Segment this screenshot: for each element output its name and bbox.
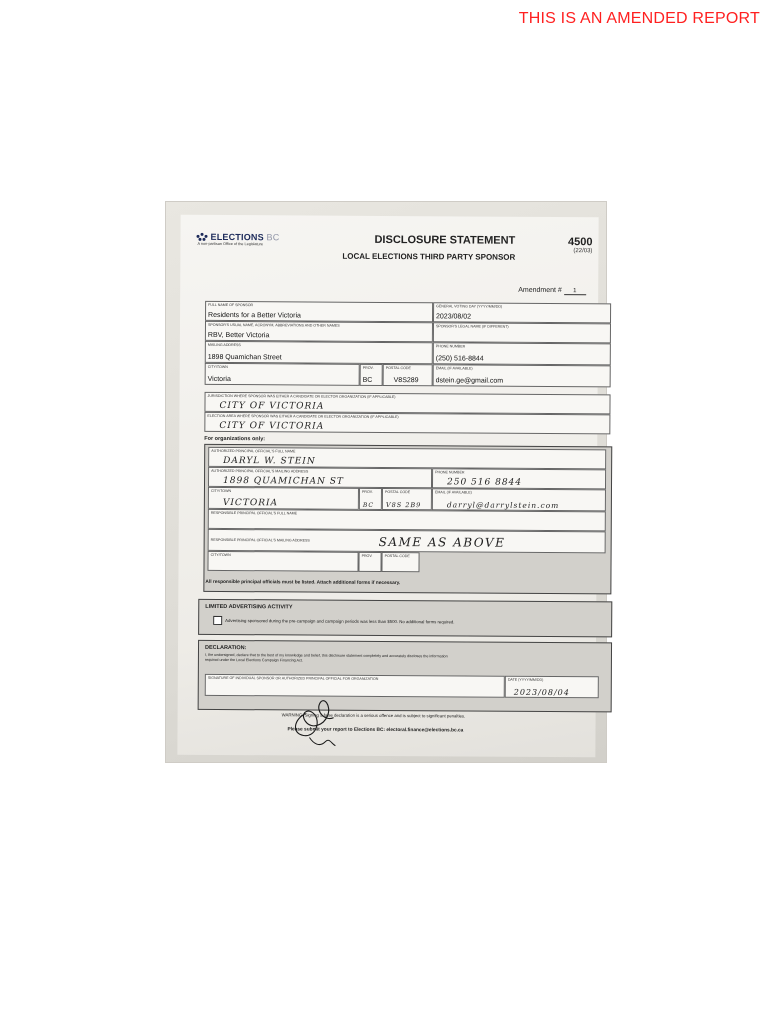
field-label: RESPONSIBLE PRINCIPAL OFFICIAL'S FULL NAME <box>210 510 298 516</box>
form-revision: (22/03) <box>573 248 593 255</box>
responsible-name-field[interactable] <box>208 509 606 531</box>
field-label: POSTAL CODE <box>384 553 410 559</box>
declaration-text-2: required under the Local Elections Campaign Financing Act. <box>204 657 303 663</box>
official-mailing-address: 1898 QUAMICHAN ST <box>222 475 344 487</box>
field-label: AUTHORIZED PRINCIPAL OFFICIAL'S MAILING ADDRESS <box>211 468 309 474</box>
responsible-province-field[interactable] <box>358 552 381 572</box>
amendment-number <box>518 287 586 295</box>
field-label: JURISDICTION WHERE SPONSOR WAS EITHER A CANDIDATE OR ELECTOR ORGANIZATION (IF APPLICABLE) <box>207 393 396 400</box>
submission-note: Please submit your report to Elections BC: electoral.finance@elections.bc.ca <box>287 727 464 734</box>
official-name: DARYL W. STEIN <box>223 455 316 467</box>
declaration-date: 2023/08/04 <box>513 687 570 698</box>
field-label: SIGNATURE OF INDIVIDUAL SPONSOR OR AUTHORIZED PRINCIPAL OFFICIAL FOR ORGANIZATION <box>207 675 379 681</box>
field-label: RESPONSIBLE PRINCIPAL OFFICIAL'S MAILING ADDRESS <box>210 537 310 543</box>
logo-text: ELECTIONS BC <box>210 231 280 243</box>
field-label: FULL NAME OF SPONSOR <box>208 302 254 308</box>
declaration-section <box>198 640 612 713</box>
phone-number: (250) 516-8844 <box>435 355 484 363</box>
limited-advertising-text: Advertising sponsored during the pre-campaign and campaign periods was less than $500. No additional forms required. <box>225 618 455 625</box>
field-label: ELECTION AREA WHERE SPONSOR WAS EITHER A CANDIDATE OR ELECTOR ORGANIZATION (IF APPLICABLE) <box>207 413 399 420</box>
warning-text: WARNING: Signing a false declaration is a serious offence and is subject to significant penalties. <box>281 712 466 719</box>
usual-name-field[interactable] <box>205 321 433 342</box>
phone-field[interactable] <box>433 342 611 365</box>
form-number: 4500 <box>567 236 593 249</box>
amendment-value[interactable]: 1 <box>564 288 586 295</box>
declaration-heading: DECLARATION: <box>204 644 247 652</box>
mailing-address: 1898 Quamichan Street <box>207 353 282 362</box>
organizations-heading: For organizations only: <box>204 435 266 443</box>
field-label: PHONE NUMBER <box>435 344 466 349</box>
field-label: EMAIL (IF AVAILABLE) <box>435 366 473 371</box>
form-title: DISCLOSURE STATEMENT <box>374 233 516 247</box>
official-name-field[interactable] <box>208 447 606 469</box>
form-title-block <box>340 234 550 262</box>
form-number-block <box>568 236 593 254</box>
amendment-label: Amendment # <box>518 286 562 295</box>
handwritten-signature <box>283 677 363 749</box>
jurisdiction-value: CITY OF VICTORIA <box>219 400 325 412</box>
email: dstein.ge@gmail.com <box>435 377 504 385</box>
field-label: CITY/TOWN <box>210 552 231 558</box>
field-label: POSTAL CODE <box>384 489 411 495</box>
field-label: PROV. <box>361 553 373 558</box>
logo-tagline: A non-partisan Office of the Legislature <box>197 241 264 247</box>
same-as-above-note: SAME AS ABOVE <box>378 534 506 550</box>
amended-report-banner: THIS IS AN AMENDED REPORT <box>518 10 760 27</box>
official-mailing-field[interactable] <box>208 467 432 488</box>
election-area-value: CITY OF VICTORIA <box>219 420 325 432</box>
election-area-field[interactable] <box>204 412 610 434</box>
postal-code-field[interactable] <box>383 364 433 386</box>
limited-advertising-heading: LIMITED ADVERTISING ACTIVITY <box>205 603 293 611</box>
jurisdiction-field[interactable] <box>204 392 610 414</box>
usual-name: RBV, Better Victoria <box>207 331 270 340</box>
official-postal-code: V8S 2B9 <box>385 500 422 510</box>
field-label: POSTAL CODE <box>385 365 411 371</box>
official-province: BC <box>362 501 375 509</box>
responsible-city-field[interactable] <box>207 551 358 572</box>
declaration-date-field[interactable] <box>505 676 599 699</box>
province-field[interactable] <box>360 364 383 386</box>
crest-icon <box>196 232 208 241</box>
legal-name-field[interactable] <box>433 322 611 343</box>
scanned-form-photo <box>166 202 606 762</box>
limited-advertising-section <box>198 599 612 638</box>
field-label: PHONE NUMBER <box>435 470 465 475</box>
city-field[interactable] <box>205 363 360 386</box>
official-email-field[interactable] <box>432 488 606 511</box>
official-phone: 250 516 8844 <box>446 477 523 488</box>
official-phone-field[interactable] <box>432 468 606 489</box>
sponsor-name-field[interactable] <box>205 301 433 322</box>
field-label: GENERAL VOTING DAY (YYYY/MM/DD) <box>436 304 503 309</box>
official-city-field[interactable] <box>208 487 359 510</box>
responsible-postal-field[interactable] <box>381 552 419 572</box>
mailing-address-field[interactable] <box>205 341 433 364</box>
officials-footer-note: All responsible principal officials must be listed. Attach additional forms if necessary. <box>205 579 401 587</box>
email-field[interactable] <box>433 364 611 387</box>
field-label: SPONSOR'S USUAL NAME, ACRONYM, ABBREVIATIONS AND OTHER NAMES <box>207 322 340 328</box>
field-label: PROV. <box>361 489 373 494</box>
city: Victoria <box>207 375 231 384</box>
limited-advertising-checkbox[interactable] <box>213 616 222 625</box>
form-subtitle: LOCAL ELECTIONS THIRD PARTY SPONSOR <box>342 251 516 262</box>
field-label: DATE (YYYY/MM/DD) <box>507 677 544 682</box>
official-province-field[interactable] <box>359 488 382 510</box>
elections-bc-logo <box>196 232 306 247</box>
field-label: SPONSOR'S LEGAL NAME (IF DIFFERENT) <box>435 324 509 329</box>
field-label: CITY/TOWN <box>210 488 232 494</box>
official-postal-field[interactable] <box>382 488 432 510</box>
field-label: CITY/TOWN <box>207 364 228 370</box>
responsible-mailing-field[interactable] <box>208 529 606 553</box>
field-label: MAILING ADDRESS <box>207 342 241 348</box>
field-label: AUTHORIZED PRINCIPAL OFFICIAL'S FULL NAME <box>211 448 296 454</box>
province: BC <box>362 376 373 384</box>
official-email: darryl@darrylstein.com <box>446 500 560 511</box>
official-city: VICTORIA <box>222 497 279 509</box>
voting-day: 2023/08/02 <box>436 313 472 321</box>
field-label: EMAIL (IF AVAILABLE) <box>434 490 472 495</box>
declaration-text-1: I, the undersigned, declare that to the best of my knowledge and belief, this disclosure statement completely and accurately discloses the information <box>204 652 448 659</box>
voting-day-field[interactable] <box>433 302 611 323</box>
form-paper <box>177 215 598 758</box>
field-label: PROV. <box>362 365 374 370</box>
postal-code: V8S289 <box>393 377 419 385</box>
sponsor-name: Residents for a Better Victoria <box>208 311 301 320</box>
